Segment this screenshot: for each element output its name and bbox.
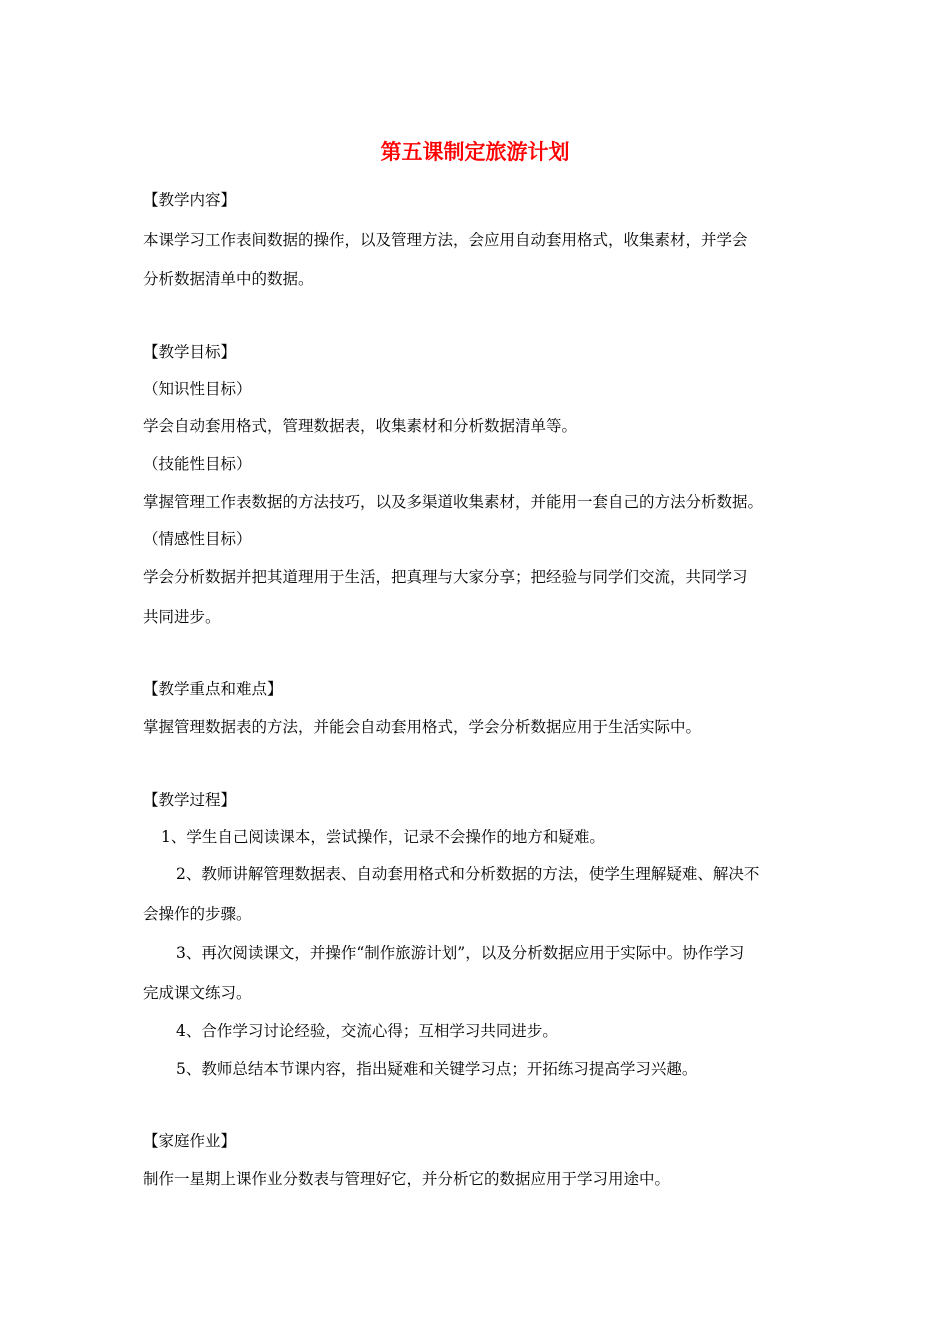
skill-goal-text: 掌握管理工作表数据的方法技巧，以及多渠道收集素材，并能用一套自己的方法分析数据。	[143, 493, 764, 511]
process-step: 4、合作学习讨论经验，交流心得；互相学习共同进步。	[176, 1022, 558, 1040]
process-step-continuation: 完成课文练习。	[143, 984, 252, 1002]
process-step: 1、学生自己阅读课本，尝试操作，记录不会操作的地方和疑难。	[161, 828, 605, 846]
process-step: 5、教师总结本节课内容，指出疑难和关键学习点；开拓练习提高学习兴趣。	[176, 1060, 698, 1078]
process-step: 2、教师讲解管理数据表、自动套用格式和分析数据的方法，使学生理解疑难、解决不	[176, 865, 760, 883]
section-heading-goals: 【教学目标】	[143, 343, 237, 361]
key-points-text: 掌握管理数据表的方法，并能会自动套用格式，学会分析数据应用于生活实际中。	[143, 718, 702, 736]
content-paragraph-line: 本课学习工作表间数据的操作，以及管理方法，会应用自动套用格式，收集素材，并学会	[143, 231, 748, 249]
section-heading-content: 【教学内容】	[143, 191, 237, 209]
content-paragraph-line: 分析数据清单中的数据。	[143, 270, 314, 288]
process-step: 3、再次阅读课文，并操作“制作旅游计划”，以及分析数据应用于实际中。协作学习	[176, 944, 745, 962]
section-heading-key-points: 【教学重点和难点】	[143, 680, 283, 698]
section-heading-homework: 【家庭作业】	[143, 1132, 237, 1150]
skill-goal-label: （技能性目标）	[143, 455, 252, 473]
knowledge-goal-text: 学会自动套用格式，管理数据表，收集素材和分析数据清单等。	[143, 417, 578, 435]
knowledge-goal-label: （知识性目标）	[143, 380, 252, 398]
process-step-continuation: 会操作的步骤。	[143, 905, 252, 923]
emotion-goal-label: （情感性目标）	[143, 530, 252, 548]
homework-text: 制作一星期上课作业分数表与管理好它，并分析它的数据应用于学习用途中。	[143, 1170, 671, 1188]
section-heading-process: 【教学过程】	[143, 791, 237, 809]
document-title: 第五课制定旅游计划	[380, 140, 570, 164]
emotion-goal-text-line: 共同进步。	[143, 608, 221, 626]
emotion-goal-text-line: 学会分析数据并把其道理用于生活，把真理与大家分享；把经验与同学们交流，共同学习	[143, 568, 748, 586]
